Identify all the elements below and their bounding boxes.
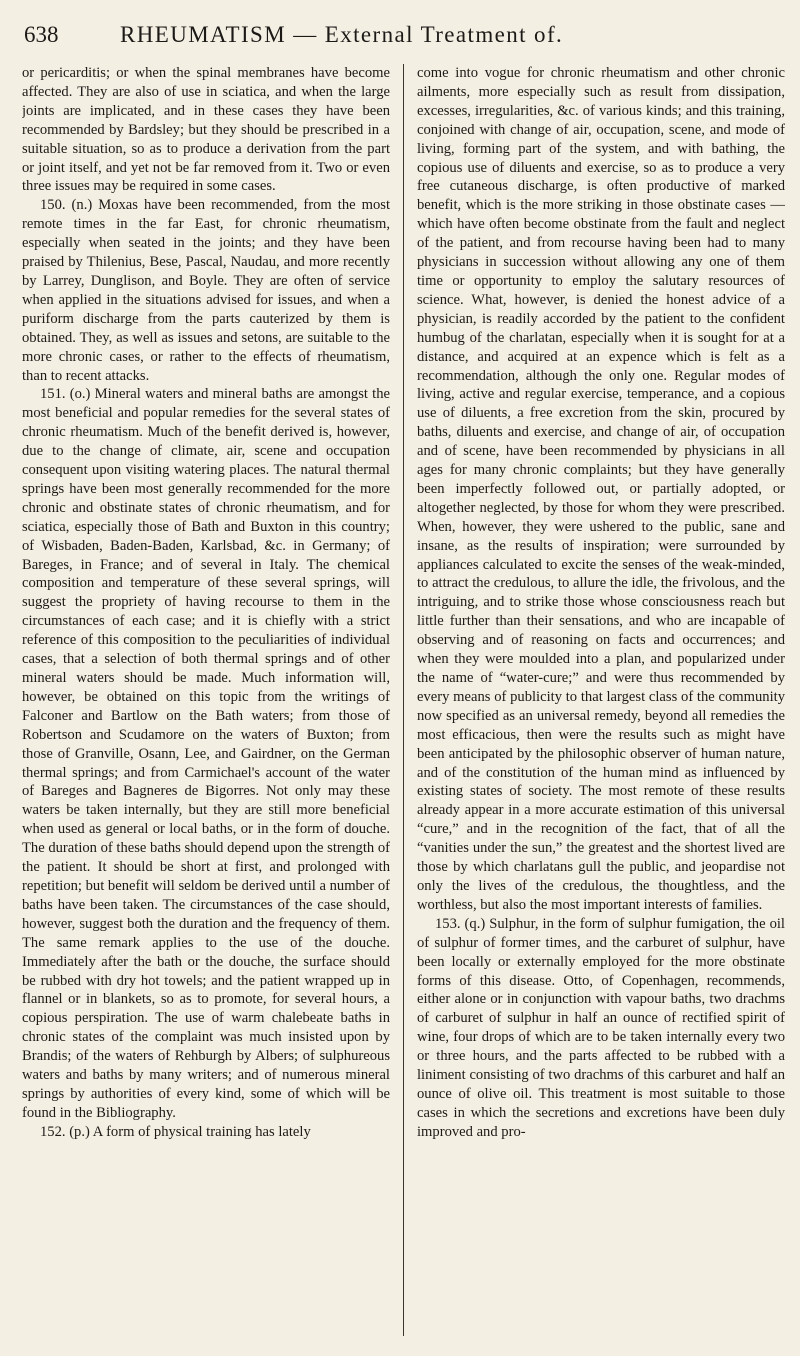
running-title: RHEUMATISM — External Treatment of. [120,22,564,47]
paragraph-153-sulphur: 153. (q.) Sulphur, in the form of sulphur fumigation, the oil of sulphur of former times, and the carburet of sulphur, have been locally or externally employed for the more obstinate forms of this disease. Otto, of Copenhagen, recommends, either alone or in conjunction with vapour baths, two drachms of carburet of sulphur in half an ounce of rectified spirit of wine, four drops of which are to be taken internally every two or three hours, and the parts affected to be rubbed with a liniment consisting of two drachms of this carburet and half an ounce of olive oil. This treatment is most suitable to those cases in which the secretions and excretions have been duly improved and pro- [417,915,785,1140]
paragraph-151-mineral-waters: 151. (o.) Mineral waters and mineral baths are amongst the most beneficial and popular remedies for the several states of chronic rheumatism. Much of the benefit derived is, however, due to the change of climate, air, scene and occupation consequent upon visiting watering places. The natural thermal springs have been most generally recommended for the more chronic and obstinate states of chronic rheumatism, and for sciatica, especially those of Bath and Buxton in this country; of Wisbaden, Baden-Baden, Karlsbad, &c. in Germany; of Bareges, in France; and of several in Italy. The chemical composition and temperature of these several springs, will suggest the propriety of having recourse to them in the circumstances of each case; and it is chiefly with a strict reference of this composition to the peculiarities of individual cases, that a selection of both thermal springs and of other mineral waters should be made. Much information will, however, be obtained on this topic from the writings of Falconer and Bartlow on the Bath waters; from those of Robertson and Scudamore on the waters of Buxton; from those of Granville, Osann, Lee, and Gairdner, on the German thermal springs; and from Carmichael's account of the water of Bareges and Bagneres de Bigorres. Not only may these waters be taken internally, but they are still more beneficial when used as general or local baths, or in the form of douche. The duration of these baths should depend upon the strength of the patient. It should be short at first, and prolonged with repetition; but benefit will seldom be derived until a number of baths have been taken. The circumstances of the case should, however, suggest both the duration and the frequency of them. The same remark applies to the use of the douche. Immediately after the bath or the douche, the surface should be rubbed with dry hot towels; and the patient wrapped up in flannel or in blankets, so as to promote, for several hours, a copious perspiration. The use of warm chalebeate baths in chronic states of the complaint was much insisted upon by Brandis; of the waters of Rehburgh by Albers; of sulphureous waters and baths by many writers; and of numerous mineral springs by authorities of every kind, some of which will be found in the Bibliography. [22,386,390,1121]
paragraph-152-continued: come into vogue for chronic rheumatism and other chronic ailments, more especially such as result from dissipation, excesses, irregularities, &c. of various kinds; and this training, conjoined with change of air, occupation, scene, and mode of living, forming part of the system, and with bathing, the copious use of diluents and exercise, so as to produce a very free cutaneous discharge, is often productive of marked benefit, which is the more striking in those obstinate cases — which have often become obstinate from the fault and neglect of the patient, and from recourse having been had to many physicians in succession without allowing any one of them time or opportunity to employ the salutary resources of science. What, however, is denied the honest advice of a physician, is readily accorded by the patient to the confident humbug of the charlatan, especially when it is sought for at a distance, and acquired at an expence which is felt as a recommendation, although the only one. Regular modes of living, active and regular exercise, temperance, and a copious use of diluents, a free excretion from the skin, procured by baths, diluents and exercise, and change of air, of occupation and of scene, have been recommended by physicians in all ages for many chronic complaints; but they have generally been imperfectly followed out, or partially adopted, or altogether neglected, by those for whom they were prescribed. When, however, they were ushered to the public, sane and insane, as the results of inspiration; were surrounded by appliances calculated to excite the senses of the weak-minded, to attract the credulous, to allure the idle, the frivolous, and the intriguing, and to strike those whose consciousness reach but little further than their sensations, and who are incapable of observing and of reasoning on facts and occurrences; and when they were moulded into a plan, and popularized under the name of “water-cure;” and were thus recommended by every means of publicity to that largest class of the community now specified as an universal remedy, beyond all remedies the most efficacious, then were the results such as might have been anticipated by the philosophic observer of human nature, and of the constitution of the human mind as influenced by existing states of society. The most remote of these results already appear in a more accurate estimation of this universal “cure,” and in the recognition of the fact, that of all the “vanities under the sun,” the greatest and the shortest lived are those by which charlatans gull the public, and jeopardise not only the lives of the credulous, the thoughtless, and the worthless, but also the most important interests of families. [417,65,785,913]
page-number: 638 [24,22,59,47]
page-header [24,22,776,56]
paragraph-152-physical-training: 152. (p.) A form of physical training has lately [40,1123,311,1140]
left-column [22,64,390,1344]
right-column [417,64,785,1344]
column-divider [403,64,404,1336]
paragraph-150-moxas: 150. (n.) Moxas have been recommended, from the most remote times in the far East, for chronic rheumatism, especially when seated in the joints; and they have been praised by Thilenius, Bese, Pascal, Naudau, and more recently by Larrey, Dunglison, and Boyle. They are often of service when applied in the situations advised for issues, and when a puriform discharge from the parts cauterized by them is obtained. They, as well as issues and setons, are suitable to the more chronic cases, or rather to the effects of rheumatism, than to recent attacks. [22,197,390,384]
paragraph-continuation: or pericarditis; or when the spinal membranes have become affected. They are also of use in sciatica, and when the large joints are implicated, and in these cases they have been recommended by Bardsley; but they should be prescribed in a suitable situation, so as to produce a derivation from the part or joint itself, and yet not be far removed from it. Two or even three issues may be required in some cases. [22,65,390,195]
